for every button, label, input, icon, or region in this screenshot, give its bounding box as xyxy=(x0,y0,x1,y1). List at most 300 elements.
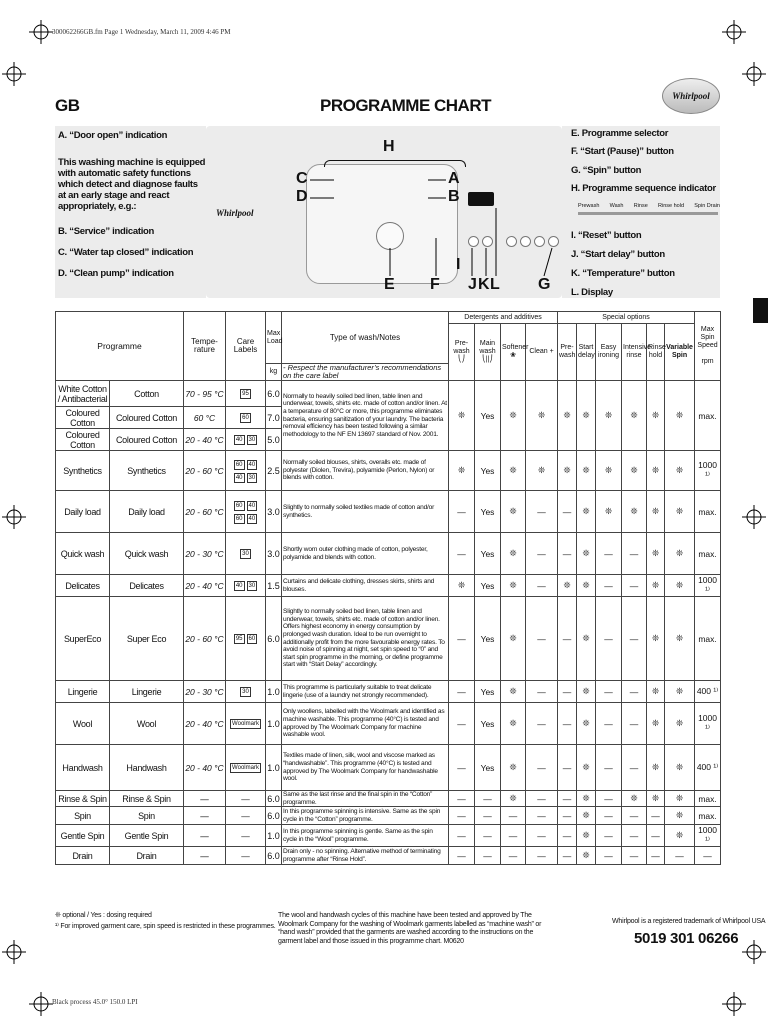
option-cell: — xyxy=(622,703,647,745)
option-cell: — xyxy=(622,681,647,703)
trademark-note: Whirlpool is a registered trademark of Whirlpool USA xyxy=(612,918,766,925)
col-mainwash-label: Main wash xyxy=(479,340,496,355)
col-opt-prewash: Pre-wash xyxy=(558,324,577,381)
option-cell: ❊ xyxy=(577,575,596,597)
max-load: 6.0 xyxy=(266,597,282,681)
col-variable-spin: Variable Spin xyxy=(665,324,695,381)
wash-notes: Shortly worn outer clothing made of cotton, polyester, polyamide and blends with cotton. xyxy=(282,533,449,575)
dial-label: Quick wash xyxy=(110,533,184,575)
option-cell: — xyxy=(622,825,647,847)
care-label-icon: 95 xyxy=(242,391,249,397)
col-start-delay: Start delay xyxy=(577,324,596,381)
option-cell: ❊ xyxy=(647,703,665,745)
care-label-icon: Woolmark xyxy=(232,765,259,771)
option-cell: ❊ xyxy=(577,791,596,807)
label-a: A xyxy=(448,170,460,187)
care-labels xyxy=(226,597,266,681)
col-care-labels: Care Labels xyxy=(226,312,266,381)
group-special-options: Special options xyxy=(558,312,695,324)
dial-label: Rinse & Spin xyxy=(110,791,184,807)
table-row xyxy=(56,745,721,791)
option-cell: max. xyxy=(695,381,721,451)
wash-notes: Normally soiled blouses, shirts, overalls etc. made of polyester (Diolen, Trevira), polyamide (Perlon, Nylon) or blends with cotton. xyxy=(282,451,449,491)
care-label-icon: 40 xyxy=(235,474,243,481)
temperature: — xyxy=(184,825,226,847)
option-cell: — xyxy=(558,847,577,865)
col-mainwash xyxy=(475,324,501,381)
option-cell: — xyxy=(558,533,577,575)
option-cell: ❊ xyxy=(665,681,695,703)
max-load: 6.0 xyxy=(266,807,282,825)
option-cell: — xyxy=(526,491,558,533)
option-cell: — xyxy=(596,575,622,597)
option-cell: ❊ xyxy=(577,745,596,791)
max-load: 5.0 xyxy=(266,429,282,451)
option-cell: — xyxy=(501,825,526,847)
care-labels xyxy=(226,681,266,703)
option-cell: ❊ xyxy=(501,533,526,575)
programme-name: White Cotton / Antibacterial xyxy=(56,381,110,407)
max-load: 6.0 xyxy=(266,381,282,407)
sequence-labels xyxy=(578,203,720,209)
col-prewash xyxy=(449,324,475,381)
col-clean: Clean + xyxy=(526,324,558,381)
option-cell: ❊ xyxy=(647,381,665,451)
option-cell: ❊ xyxy=(501,791,526,807)
programme-name: Gentle Spin xyxy=(56,825,110,847)
option-cell: — xyxy=(526,807,558,825)
option-cell: max. xyxy=(695,491,721,533)
dial-label: Wool xyxy=(110,703,184,745)
option-cell: ❊ xyxy=(577,533,596,575)
option-cell: — xyxy=(622,745,647,791)
option-cell: ❊ xyxy=(596,451,622,491)
option-cell: — xyxy=(622,575,647,597)
dial-label: Drain xyxy=(110,847,184,865)
group-detergents: Detergents and additives xyxy=(449,312,558,324)
wash-notes: In this programme spinning is gentle. Same as the spin cycle in the “Wool” programme. xyxy=(282,825,449,847)
programme-name: Lingerie xyxy=(56,681,110,703)
wash-notes: Normally to heavily soiled bed linen, table linen and underwear, towels, shirts etc. made of cotton and/or linen. At a temperature of 80°C or more, this programme eliminates bacteria, ensuring sanitization of your laundry. The bacteria removal efficiency has been tested following a similar methodology to the NF EN 13697 standard of Nov. 2001. xyxy=(282,381,449,451)
option-cell: max. xyxy=(695,807,721,825)
footnote-woolmark: The wool and handwash cycles of this machine have been tested and approved by The Woolmark Company for the washing of Woolmark garments labelled as “machine wash” or “hand wash” provided that the garments are washed according to the instructions on the garment label and those issued in this programme chart. M0620 xyxy=(278,912,542,945)
programme-name: Rinse & Spin xyxy=(56,791,110,807)
detergent-drawer-icon: ⎝||⎠ xyxy=(482,356,493,363)
table-row xyxy=(56,681,721,703)
legend-l: L. Display xyxy=(571,287,613,298)
care-labels: — xyxy=(226,791,266,807)
programme-chart-table xyxy=(55,311,721,865)
option-cell: ❊ xyxy=(647,681,665,703)
care-label-icon: 40 xyxy=(235,583,243,589)
label-b: B xyxy=(448,188,460,205)
max-load: 6.0 xyxy=(266,847,282,865)
temperature: 20 - 30 °C xyxy=(184,681,226,703)
care-labels: — xyxy=(226,807,266,825)
care-labels: — xyxy=(226,847,266,865)
wash-notes: This programme is particularly suitable to treat delicate lingerie (use of a laundry net strongly recommended). xyxy=(282,681,449,703)
temperature: 20 - 60 °C xyxy=(184,491,226,533)
care-label-icon: 60 xyxy=(248,636,256,642)
option-cell: — xyxy=(596,533,622,575)
option-cell: — xyxy=(449,703,475,745)
sequence-label: Prewash xyxy=(578,203,600,209)
temperature: 20 - 40 °C xyxy=(184,575,226,597)
care-labels xyxy=(226,533,266,575)
option-cell: ❊ xyxy=(501,575,526,597)
max-load: 1.0 xyxy=(266,703,282,745)
sequence-label: Rinse xyxy=(633,203,648,209)
control-panel-diagram xyxy=(206,126,562,298)
registration-mark-icon xyxy=(29,992,53,1016)
table-row xyxy=(56,381,721,407)
option-cell: ❊ xyxy=(501,381,526,451)
option-cell: — xyxy=(449,791,475,807)
care-label-icon: 30 xyxy=(248,437,256,443)
option-cell: ❊ xyxy=(501,703,526,745)
wash-notes: Slightly to normally soiled textiles made of cotton and/or synthetics. xyxy=(282,491,449,533)
registration-mark-icon xyxy=(722,20,746,44)
option-cell: ❊ xyxy=(558,381,577,451)
option-cell: — xyxy=(526,847,558,865)
option-cell: — xyxy=(558,791,577,807)
option-cell: ❊ xyxy=(501,451,526,491)
dial-label: Synthetics xyxy=(110,451,184,491)
table-row xyxy=(56,575,721,597)
label-g: G xyxy=(538,276,551,293)
option-cell: 1000 ¹⁾ xyxy=(695,451,721,491)
dial-label: Daily load xyxy=(110,491,184,533)
option-cell: — xyxy=(558,745,577,791)
option-cell: — xyxy=(475,847,501,865)
option-cell: 400 ¹⁾ xyxy=(695,745,721,791)
option-cell: ❊ xyxy=(577,381,596,451)
legend-f: F. “Start (Pause)” button xyxy=(571,146,674,157)
programme-name: Wool xyxy=(56,703,110,745)
legend-i: I. “Reset” button xyxy=(571,230,642,241)
programme-name: SuperEco xyxy=(56,597,110,681)
option-cell: — xyxy=(558,681,577,703)
option-cell: — xyxy=(526,791,558,807)
col-softener-label: Softener xyxy=(502,344,529,351)
max-load: 1.5 xyxy=(266,575,282,597)
option-cell: — xyxy=(501,807,526,825)
option-cell: ❊ xyxy=(647,575,665,597)
care-label-icon: 30 xyxy=(242,551,249,557)
label-c: C xyxy=(296,170,308,187)
option-cell: ❊ xyxy=(665,451,695,491)
option-cell: — xyxy=(695,847,721,865)
col-kg: kg xyxy=(266,364,282,381)
col-intensive-rinse: Intensive rinse xyxy=(622,324,647,381)
brand-logo-small: Whirlpool xyxy=(216,208,254,218)
option-cell: ❊ xyxy=(526,381,558,451)
option-cell: — xyxy=(449,681,475,703)
care-label-icon: 30 xyxy=(248,583,256,589)
option-cell: ❊ xyxy=(596,491,622,533)
sequence-label: Spin Drain xyxy=(694,203,720,209)
option-cell: ❊ xyxy=(665,703,695,745)
table-row xyxy=(56,703,721,745)
option-cell: ❊ xyxy=(622,381,647,451)
programme-name: Coloured Cotton xyxy=(56,429,110,451)
table-row xyxy=(56,825,721,847)
legend-e: E. Programme selector xyxy=(571,128,669,139)
care-label-icon: Woolmark xyxy=(232,721,259,727)
registration-mark-icon xyxy=(2,505,26,529)
option-cell: — xyxy=(526,745,558,791)
temperature: 60 °C xyxy=(184,407,226,429)
option-cell: ❊ xyxy=(647,451,665,491)
legend-k: K. “Temperature” button xyxy=(571,268,675,279)
registration-mark-icon xyxy=(2,940,26,964)
option-cell: ❊ xyxy=(501,681,526,703)
label-d: D xyxy=(296,188,308,205)
option-cell: ❊ xyxy=(577,825,596,847)
max-load: 1.0 xyxy=(266,681,282,703)
option-cell: — xyxy=(526,703,558,745)
option-cell: ❊ xyxy=(577,451,596,491)
option-cell: ❊ xyxy=(647,533,665,575)
col-respect-note: - Respect the manufacturer’s recommendations on the care label xyxy=(282,364,449,381)
dial-label: Spin xyxy=(110,807,184,825)
option-cell: 1000 ¹⁾ xyxy=(695,825,721,847)
option-cell: ❊ xyxy=(577,847,596,865)
label-h: H xyxy=(383,138,395,155)
softener-flower-icon: ❀ xyxy=(510,352,516,359)
option-cell: — xyxy=(596,791,622,807)
care-labels xyxy=(226,745,266,791)
col-programme: Programme xyxy=(56,312,184,381)
col-max-load: Max Load xyxy=(266,312,282,364)
option-cell: 1000 ¹⁾ xyxy=(695,575,721,597)
care-labels xyxy=(226,451,266,491)
file-slug-top: 300062266GB.fm Page 1 Wednesday, March 11, 2009 4:46 PM xyxy=(52,28,231,36)
dial-label: Handwash xyxy=(110,745,184,791)
option-cell: ❊ xyxy=(665,575,695,597)
option-cell: — xyxy=(475,825,501,847)
option-cell: ❊ xyxy=(501,745,526,791)
label-i: I xyxy=(456,256,461,273)
option-cell: — xyxy=(558,703,577,745)
programme-name: Delicates xyxy=(56,575,110,597)
programme-name: Coloured Cotton xyxy=(56,407,110,429)
option-cell: — xyxy=(558,491,577,533)
temperature: 20 - 60 °C xyxy=(184,597,226,681)
footnote-optional: ❊ optional / Yes : dosing required xyxy=(55,912,152,919)
option-cell: ❊ xyxy=(596,381,622,451)
option-cell: — xyxy=(558,597,577,681)
table-row xyxy=(56,791,721,807)
temperature: — xyxy=(184,847,226,865)
option-cell: — xyxy=(596,847,622,865)
dial-label: Super Eco xyxy=(110,597,184,681)
option-cell: ❊ xyxy=(665,381,695,451)
sequence-label: Rinse hold xyxy=(658,203,685,209)
page-title: PROGRAMME CHART xyxy=(320,96,491,115)
max-load: 1.0 xyxy=(266,745,282,791)
option-cell: — xyxy=(449,745,475,791)
programme-name: Quick wash xyxy=(56,533,110,575)
option-cell: ❊ xyxy=(647,491,665,533)
table-row xyxy=(56,451,721,491)
option-cell: ❊ xyxy=(577,681,596,703)
col-rinse-hold: Rinse hold xyxy=(647,324,665,381)
temperature: 20 - 60 °C xyxy=(184,451,226,491)
label-e: E xyxy=(384,276,395,293)
legend-c: C. “Water tap closed” indication xyxy=(58,247,194,258)
brand-logo: Whirlpool xyxy=(662,78,720,114)
option-cell: — xyxy=(665,847,695,865)
dial-label: Gentle Spin xyxy=(110,825,184,847)
registration-mark-icon xyxy=(742,940,766,964)
care-labels xyxy=(226,407,266,429)
option-cell: — xyxy=(647,825,665,847)
option-cell: ❊ xyxy=(577,597,596,681)
label-j: J xyxy=(468,276,477,293)
legend-d: D. “Clean pump” indication xyxy=(58,268,174,279)
care-label-icon: 60 xyxy=(235,515,243,522)
pointer-lines xyxy=(206,126,562,298)
option-cell: ❊ xyxy=(449,381,475,451)
option-cell: Yes xyxy=(475,451,501,491)
max-load: 2.5 xyxy=(266,451,282,491)
dial-label: Cotton xyxy=(110,381,184,407)
option-cell: ❊ xyxy=(647,597,665,681)
registration-mark-icon xyxy=(742,505,766,529)
option-cell: — xyxy=(449,533,475,575)
option-cell: ❊ xyxy=(526,451,558,491)
table-row xyxy=(56,533,721,575)
option-cell: — xyxy=(449,597,475,681)
col-max-spin-label: Max Spin Speed xyxy=(697,326,718,349)
col-temperature: Tempe-rature xyxy=(184,312,226,381)
option-cell: — xyxy=(475,807,501,825)
country-code: GB xyxy=(55,96,80,115)
option-cell: ❊ xyxy=(647,791,665,807)
option-cell: — xyxy=(622,533,647,575)
table-row xyxy=(56,807,721,825)
option-cell: ❊ xyxy=(665,825,695,847)
option-cell: max. xyxy=(695,597,721,681)
care-label-icon: 40 xyxy=(235,437,243,443)
option-cell: — xyxy=(596,703,622,745)
col-prewash-label: Pre-wash xyxy=(453,340,470,355)
dial-label: Lingerie xyxy=(110,681,184,703)
option-cell: — xyxy=(449,825,475,847)
option-cell: — xyxy=(596,597,622,681)
care-labels xyxy=(226,381,266,407)
wash-notes: Textiles made of linen, silk, wool and viscose marked as “handwashable”. This programme (40°C) is tested and approved by The Woolmark Company for handwashable wool. xyxy=(282,745,449,791)
option-cell: Yes xyxy=(475,533,501,575)
option-cell: Yes xyxy=(475,681,501,703)
sequence-label: Wash xyxy=(609,203,624,209)
max-load: 6.0 xyxy=(266,791,282,807)
legend-intro: This washing machine is equipped with automatic safety functions which detect and diagnose faults at an early stage and react appropriately, e.g.: xyxy=(58,157,206,212)
option-cell: — xyxy=(558,807,577,825)
col-rpm: rpm xyxy=(701,358,714,365)
option-cell: — xyxy=(647,847,665,865)
registration-mark-icon xyxy=(722,992,746,1016)
temperature: — xyxy=(184,791,226,807)
col-softener xyxy=(501,324,529,381)
care-labels: — xyxy=(226,825,266,847)
programme-name: Drain xyxy=(56,847,110,865)
option-cell: ❊ xyxy=(558,575,577,597)
care-label-icon: 95 xyxy=(235,636,243,642)
dial-label: Delicates xyxy=(110,575,184,597)
option-cell: — xyxy=(449,491,475,533)
option-cell: — xyxy=(526,533,558,575)
col-easy-ironing: Easy ironing xyxy=(596,324,622,381)
care-labels xyxy=(226,703,266,745)
option-cell: — xyxy=(596,807,622,825)
option-cell: — xyxy=(647,807,665,825)
col-type: Type of wash/Notes xyxy=(282,312,449,364)
page-tab-marker xyxy=(753,298,768,323)
max-load: 1.0 xyxy=(266,825,282,847)
col-max-spin xyxy=(695,312,721,381)
registration-mark-icon xyxy=(29,20,53,44)
dial-label: Coloured Cotton xyxy=(110,407,184,429)
option-cell: — xyxy=(558,825,577,847)
registration-mark-icon xyxy=(2,62,26,86)
file-slug-bottom: Black process 45.0° 150.0 LPI xyxy=(52,998,138,1006)
temperature: — xyxy=(184,807,226,825)
option-cell: ❊ xyxy=(665,491,695,533)
option-cell: ❊ xyxy=(647,745,665,791)
temperature: 20 - 40 °C xyxy=(184,703,226,745)
option-cell: ❊ xyxy=(558,451,577,491)
option-cell: — xyxy=(622,597,647,681)
table-row xyxy=(56,847,721,865)
option-cell: Yes xyxy=(475,703,501,745)
wash-notes: Slightly to normally soiled bed linen, table linen and underwear, towels, shirts etc. made of cotton and/or linen. Offers highest economy in energy consumption by prolonged wash duration. Ideal to be run overnight to additionally profit from the more favourable energy rates. To avoid noise of spinning at night, set spin speed to “0” and start spin programme in the morning, or define programme start with “Start Delay” accordingly. xyxy=(282,597,449,681)
option-cell: ❊ xyxy=(622,791,647,807)
temperature: 20 - 40 °C xyxy=(184,745,226,791)
max-load: 3.0 xyxy=(266,491,282,533)
care-label-icon: 60 xyxy=(235,461,243,468)
care-label-icon: 40 xyxy=(248,461,256,468)
care-label-icon: 30 xyxy=(248,474,256,481)
temperature: 70 - 95 °C xyxy=(184,381,226,407)
table-row xyxy=(56,491,721,533)
option-cell: ❊ xyxy=(665,791,695,807)
legend-j: J. “Start delay” button xyxy=(571,249,665,260)
programme-name: Synthetics xyxy=(56,451,110,491)
option-cell: ❊ xyxy=(622,491,647,533)
option-cell: ❊ xyxy=(665,533,695,575)
option-cell: ❊ xyxy=(577,807,596,825)
option-cell: — xyxy=(526,825,558,847)
care-label-icon: 40 xyxy=(248,502,256,509)
care-labels xyxy=(226,429,266,451)
option-cell: — xyxy=(596,745,622,791)
option-cell: Yes xyxy=(475,745,501,791)
option-cell: ❊ xyxy=(501,491,526,533)
footnote-spin: ¹⁾ For improved garment care, spin speed is restricted in these programmes. xyxy=(55,923,276,930)
max-load: 7.0 xyxy=(266,407,282,429)
option-cell: — xyxy=(526,681,558,703)
option-cell: ❊ xyxy=(665,807,695,825)
option-cell: Yes xyxy=(475,575,501,597)
wash-notes: Curtains and delicate clothing, dresses skirts, shirts and blouses. xyxy=(282,575,449,597)
option-cell: 1000 ¹⁾ xyxy=(695,703,721,745)
care-label-icon: 60 xyxy=(235,502,243,509)
option-cell: — xyxy=(501,847,526,865)
care-labels xyxy=(226,491,266,533)
label-l: L xyxy=(490,276,500,293)
